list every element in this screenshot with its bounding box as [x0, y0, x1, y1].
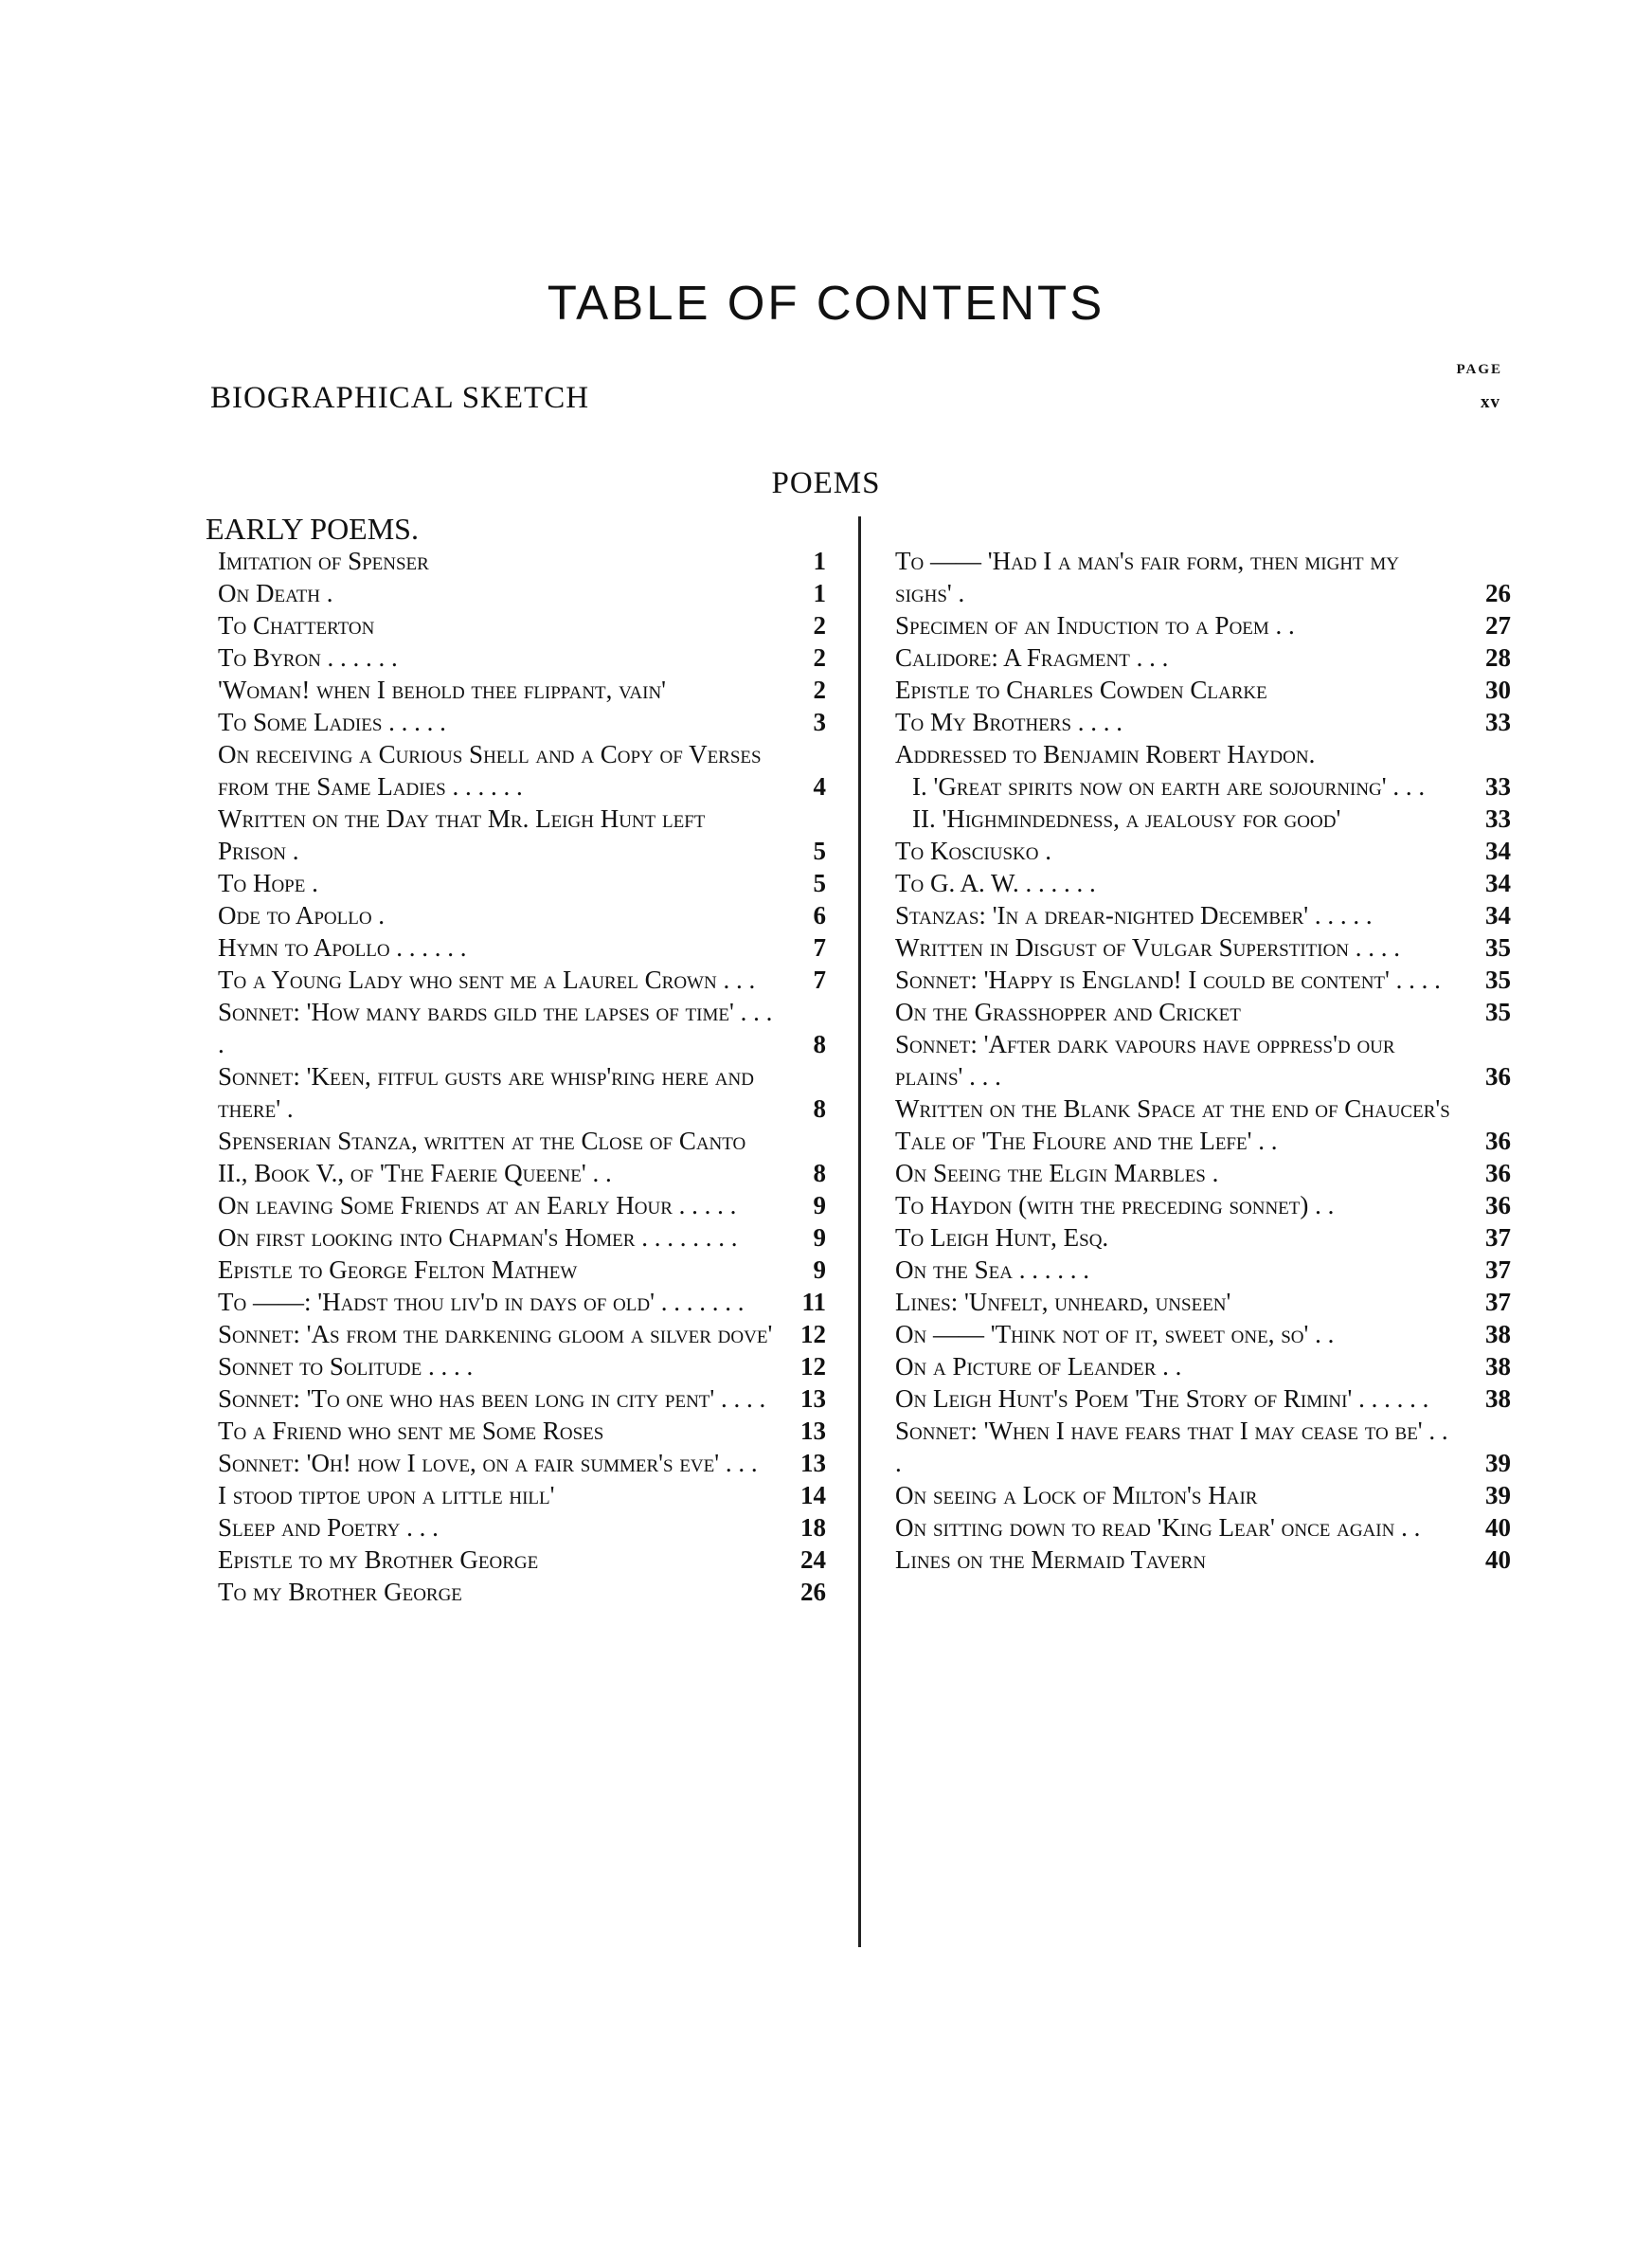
toc-entry[interactable] — [218, 803, 826, 867]
toc-entry[interactable] — [895, 1415, 1511, 1479]
toc-entry-title: On the Sea . . . . . . — [895, 1255, 1089, 1284]
toc-entry-page: 34 — [1485, 901, 1511, 930]
toc-entry[interactable] — [895, 964, 1511, 996]
toc-entry-page: 18 — [800, 1513, 826, 1542]
toc-entry-title: Specimen of an Induction to a Poem . . — [895, 611, 1295, 640]
toc-entry[interactable] — [218, 641, 826, 674]
toc-entry-page: 8 — [813, 1030, 826, 1058]
toc-entry[interactable] — [218, 1060, 826, 1125]
toc-entry-title: Sleep and Poetry . . . — [218, 1513, 439, 1542]
toc-entry-title: Sonnet: 'How many bards gild the lapses of time' . . . . — [218, 998, 773, 1058]
toc-entry-page: 35 — [1485, 933, 1511, 962]
toc-entry[interactable] — [218, 706, 826, 738]
toc-entry-page: 7 — [813, 966, 826, 994]
toc-entry-title: To My Brothers . . . . — [895, 708, 1123, 736]
toc-entry[interactable] — [218, 996, 826, 1060]
toc-entry-title: Lines: 'Unfelt, unheard, unseen' — [895, 1288, 1231, 1316]
toc-entry-page: 26 — [1485, 579, 1511, 607]
toc-entry-page: 33 — [1485, 804, 1511, 833]
toc-entry-page: 33 — [1485, 708, 1511, 736]
toc-entry-page: 2 — [813, 676, 826, 704]
toc-entry-page: 38 — [1485, 1384, 1511, 1413]
toc-entry-title: Imitation of Spenser — [218, 547, 429, 575]
toc-entry-page: 37 — [1485, 1288, 1511, 1316]
toc-entry-page: 9 — [813, 1223, 826, 1252]
toc-entry-title: To Byron . . . . . . — [218, 643, 398, 672]
toc-entry-title: II. 'Highmindedness, a jealousy for good' — [912, 804, 1341, 833]
toc-entry-page: 28 — [1485, 643, 1511, 672]
toc-entry-title: To Haydon (with the preceding sonnet) . . — [895, 1191, 1335, 1219]
toc-entry-page: 40 — [1485, 1513, 1511, 1542]
toc-entry[interactable] — [895, 867, 1511, 899]
toc-entry[interactable] — [218, 964, 826, 996]
toc-entry-page: 6 — [813, 901, 826, 930]
toc-entry[interactable] — [895, 609, 1511, 641]
toc-entry[interactable] — [218, 1511, 826, 1544]
toc-entry[interactable] — [895, 931, 1511, 964]
toc-entry-title: To ——: 'Hadst thou liv'd in days of old' . . . . . . . — [218, 1288, 745, 1316]
toc-entry[interactable] — [895, 1544, 1511, 1576]
toc-entry-title: Addressed to Benjamin Robert Haydon. — [895, 740, 1316, 768]
toc-entry-title: On first looking into Chapman's Homer . . . . . . . . — [218, 1223, 738, 1252]
toc-entry-title: Sonnet to Solitude . . . . — [218, 1352, 474, 1381]
toc-entry-title: Ode to Apollo . — [218, 901, 386, 930]
toc-entry[interactable] — [895, 1254, 1511, 1286]
toc-entry[interactable] — [218, 1189, 826, 1221]
toc-entry-page: 13 — [800, 1384, 826, 1413]
toc-entry-page: 8 — [813, 1094, 826, 1123]
toc-entry-page: 37 — [1485, 1223, 1511, 1252]
toc-entry-page: 26 — [800, 1578, 826, 1606]
toc-entry[interactable] — [218, 545, 826, 577]
toc-entry-title: Written in Disgust of Vulgar Superstition . . . . — [895, 933, 1401, 962]
toc-entry-title: To Chatterton — [218, 611, 375, 640]
toc-entry-page: 3 — [813, 708, 826, 736]
biographical-sketch-page: xv — [1481, 392, 1500, 412]
toc-entry-title: On seeing a Lock of Milton's Hair — [895, 1481, 1258, 1509]
toc-entry-page: 9 — [813, 1191, 826, 1219]
toc-entry-page: 34 — [1485, 837, 1511, 865]
toc-entry-title: Epistle to Charles Cowden Clarke — [895, 676, 1267, 704]
toc-entry[interactable] — [895, 1350, 1511, 1382]
toc-entry[interactable] — [895, 545, 1511, 609]
toc-entry-title: Calidore: A Fragment . . . — [895, 643, 1169, 672]
toc-entry-page: 36 — [1485, 1191, 1511, 1219]
toc-entry-page: 30 — [1485, 676, 1511, 704]
toc-entry-title: To Some Ladies . . . . . — [218, 708, 446, 736]
toc-entry[interactable] — [895, 770, 1511, 803]
toc-entry-title: On a Picture of Leander . . — [895, 1352, 1182, 1381]
section-heading-poems: POEMS — [771, 466, 881, 500]
toc-entry[interactable] — [218, 1125, 826, 1189]
toc-entry-title: To —— 'Had I a man's fair form, then might my sighs' . — [895, 547, 1400, 607]
toc-entry-page: 5 — [813, 869, 826, 897]
toc-entry-page: 2 — [813, 611, 826, 640]
toc-entry[interactable] — [218, 674, 826, 706]
toc-entry-title: Written on the Day that Mr. Leigh Hunt left Prison . — [218, 804, 706, 865]
toc-entry-page: 2 — [813, 643, 826, 672]
toc-entry-title: Sonnet: 'Happy is England! I could be content' . . . . — [895, 966, 1441, 994]
toc-entry[interactable] — [218, 1479, 826, 1511]
toc-entry[interactable] — [218, 1382, 826, 1415]
toc-entry[interactable] — [895, 803, 1511, 835]
toc-entry[interactable] — [218, 1447, 826, 1479]
toc-entry-page: 13 — [800, 1449, 826, 1477]
toc-entry-page: 39 — [1485, 1481, 1511, 1509]
toc-entry[interactable] — [895, 1479, 1511, 1511]
toc-entry[interactable] — [895, 835, 1511, 867]
toc-entry-page: 5 — [813, 837, 826, 865]
toc-entry[interactable] — [895, 641, 1511, 674]
toc-entry-page: 12 — [800, 1320, 826, 1348]
toc-entry-title: On the Grasshopper and Cricket — [895, 998, 1241, 1026]
toc-entry[interactable] — [895, 1511, 1511, 1544]
toc-entry[interactable] — [218, 1576, 826, 1608]
toc-entry-title: On leaving Some Friends at an Early Hour . . . . . — [218, 1191, 737, 1219]
toc-entry-title: Sonnet: 'Oh! how I love, on a fair summer's eve' . . . — [218, 1449, 758, 1477]
toc-entry[interactable] — [218, 931, 826, 964]
toc-entry-page: 27 — [1485, 611, 1511, 640]
toc-entry-title: Epistle to George Felton Mathew — [218, 1255, 578, 1284]
toc-entry-title: Sonnet: 'Keen, fitful gusts are whisp'ring here and there' . — [218, 1062, 754, 1123]
toc-entry-page: 1 — [813, 547, 826, 575]
toc-entry-title: I. 'Great spirits now on earth are sojourning' . . . — [912, 772, 1426, 801]
toc-entry[interactable] — [218, 609, 826, 641]
toc-entry-page: 13 — [800, 1417, 826, 1445]
toc-entry-title: Sonnet: 'To one who has been long in city pent' . . . . — [218, 1384, 766, 1413]
toc-entry[interactable] — [218, 1221, 826, 1254]
toc-entry-title: On —— 'Think not of it, sweet one, so' . . — [895, 1320, 1335, 1348]
toc-entry-title: Sonnet: 'After dark vapours have oppress'd our plains' . . . — [895, 1030, 1395, 1091]
toc-entry-page: 33 — [1485, 772, 1511, 801]
toc-entry-title: Epistle to my Brother George — [218, 1545, 539, 1574]
toc-entry[interactable] — [895, 1092, 1511, 1157]
toc-entry-page: 4 — [813, 772, 826, 801]
toc-entry[interactable] — [895, 738, 1511, 770]
toc-entry-page: 1 — [813, 579, 826, 607]
toc-entry-title: To Kosciusko . — [895, 837, 1051, 865]
toc-entry-title: Stanzas: 'In a drear-nighted December' . . . . . — [895, 901, 1373, 930]
toc-right-column — [895, 545, 1511, 1576]
toc-entry-title: To a Young Lady who sent me a Laurel Crown . . . — [218, 966, 756, 994]
toc-left-column — [218, 545, 826, 1608]
toc-entry-page: 14 — [800, 1481, 826, 1509]
toc-entry-page: 36 — [1485, 1159, 1511, 1187]
toc-entry-title: Sonnet: 'When I have fears that I may cease to be' . . . — [895, 1417, 1448, 1477]
toc-entry-page: 24 — [800, 1545, 826, 1574]
toc-entry-page: 35 — [1485, 998, 1511, 1026]
toc-entry-title: 'Woman! when I behold thee flippant, vain' — [218, 676, 667, 704]
toc-entry[interactable] — [218, 867, 826, 899]
toc-entry-page: 11 — [801, 1288, 826, 1316]
column-divider — [858, 516, 861, 1947]
page-title: TABLE OF CONTENTS — [547, 276, 1105, 330]
toc-entry-title: To a Friend who sent me Some Roses — [218, 1417, 604, 1445]
toc-entry-title: Sonnet: 'As from the darkening gloom a silver dove' — [218, 1320, 773, 1348]
toc-entry[interactable] — [218, 1286, 826, 1318]
toc-entry[interactable] — [218, 1254, 826, 1286]
toc-entry-title: Hymn to Apollo . . . . . . — [218, 933, 467, 962]
toc-entry-page: 36 — [1485, 1062, 1511, 1091]
toc-entry-title: On Leigh Hunt's Poem 'The Story of Rimini' . . . . . . — [895, 1384, 1429, 1413]
early-poems-heading: EARLY POEMS. — [206, 512, 419, 546]
toc-entry-title: To G. A. W. . . . . . . — [895, 869, 1096, 897]
toc-entry-title: On receiving a Curious Shell and a Copy of Verses from the Same Ladies . . . . . . — [218, 740, 762, 801]
toc-entry-page: 37 — [1485, 1255, 1511, 1284]
toc-entry[interactable] — [895, 1157, 1511, 1189]
toc-entry-title: Written on the Blank Space at the end of Chaucer's Tale of 'The Floure and the Lefe' . . — [895, 1094, 1450, 1155]
toc-entry-page: 40 — [1485, 1545, 1511, 1574]
biographical-sketch-label[interactable]: BIOGRAPHICAL SKETCH — [210, 381, 590, 415]
toc-entry-page: 36 — [1485, 1127, 1511, 1155]
toc-entry[interactable] — [218, 1350, 826, 1382]
toc-entry[interactable] — [895, 1028, 1511, 1092]
toc-entry-page: 38 — [1485, 1320, 1511, 1348]
toc-entry[interactable] — [218, 577, 826, 609]
toc-entry-page: 34 — [1485, 869, 1511, 897]
toc-entry-page: 38 — [1485, 1352, 1511, 1381]
toc-entry-page: 7 — [813, 933, 826, 962]
toc-entry-title: To my Brother George — [218, 1578, 462, 1606]
toc-entry[interactable] — [895, 1286, 1511, 1318]
toc-entry-title: On Seeing the Elgin Marbles . — [895, 1159, 1219, 1187]
toc-entry[interactable] — [895, 1221, 1511, 1254]
toc-entry[interactable] — [895, 674, 1511, 706]
toc-entry-title: On Death . — [218, 579, 333, 607]
toc-entry[interactable] — [895, 1382, 1511, 1415]
toc-entry[interactable] — [895, 1318, 1511, 1350]
toc-entry-title: To Hope . — [218, 869, 318, 897]
toc-entry-page: 12 — [800, 1352, 826, 1381]
toc-entry[interactable] — [218, 1544, 826, 1576]
page-column-label: PAGE — [1456, 362, 1502, 377]
toc-entry-page: 8 — [813, 1159, 826, 1187]
toc-entry[interactable] — [218, 1415, 826, 1447]
toc-entry-title: Lines on the Mermaid Tavern — [895, 1545, 1207, 1574]
toc-entry-title: Spenserian Stanza, written at the Close of Canto II., Book V., of 'The Faerie Queene' . . — [218, 1127, 746, 1187]
toc-entry-page: 35 — [1485, 966, 1511, 994]
toc-entry-page: 9 — [813, 1255, 826, 1284]
toc-entry-title: To Leigh Hunt, Esq. — [895, 1223, 1109, 1252]
toc-entry-page: 39 — [1485, 1449, 1511, 1477]
toc-entry[interactable] — [218, 1318, 826, 1350]
toc-entry[interactable] — [895, 1189, 1511, 1221]
toc-entry[interactable] — [218, 738, 826, 803]
toc-entry[interactable] — [895, 996, 1511, 1028]
toc-entry[interactable] — [218, 899, 826, 931]
toc-entry[interactable] — [895, 706, 1511, 738]
toc-entry-title: I stood tiptoe upon a little hill' — [218, 1481, 555, 1509]
toc-entry-title: On sitting down to read 'King Lear' once again . . — [895, 1513, 1421, 1542]
toc-entry[interactable] — [895, 899, 1511, 931]
